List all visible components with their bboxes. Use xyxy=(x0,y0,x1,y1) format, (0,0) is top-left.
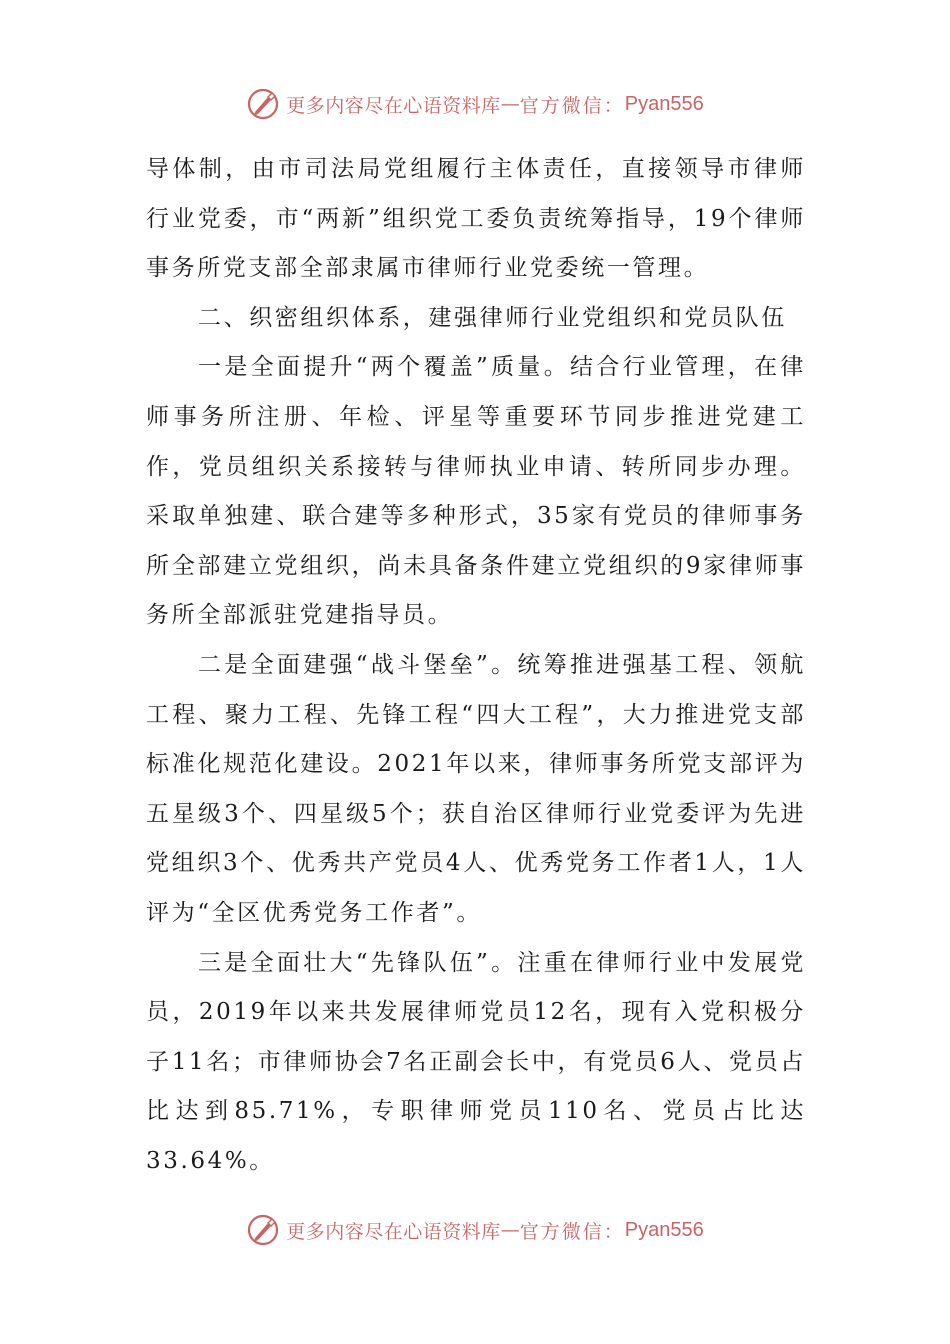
watermark-separator: — xyxy=(500,93,520,115)
pen-logo-icon xyxy=(246,87,280,121)
section-heading-2: 二、织密组织体系，建强律师行业党组织和党员队伍 xyxy=(198,304,787,331)
watermark-wechat-id: Pyan556 xyxy=(624,92,704,115)
watermark-brand: 更多内容尽在心语资料库 xyxy=(286,1220,501,1243)
paragraph-1: 导体制，由市司法局党组履行主体责任，直接领导市律师行业党委，市“两新”组织党工委负责统筹指导，19个律师事务所党支部全部隶属市律师行业党委统一管理。 xyxy=(146,156,806,282)
watermark-label: 官方微信： xyxy=(519,94,625,117)
watermark-brand: 更多内容尽在心语资料库 xyxy=(286,94,501,117)
paragraph-2: 一是全面提升“两个覆盖”质量。结合行业管理，在律师事务所注册、年检、评星等重要环节同步推进党建工作，党员组织关系接转与律师执业申请、转所同步办理。采取单独建、联合建等多种形式，35家有党员的律师事务所全部建立党组织，尚未具备条件建立党组织的9家律师事务所全部派驻党建指导员。 xyxy=(146,354,806,629)
watermark-separator: — xyxy=(500,1219,520,1241)
watermark-footer xyxy=(0,1210,950,1250)
pen-logo-icon xyxy=(246,1213,280,1247)
document-body xyxy=(146,145,806,1186)
watermark-label: 官方微信： xyxy=(519,1220,625,1243)
paragraph-3: 二是全面建强“战斗堡垒”。统筹推进强基工程、领航工程、聚力工程、先锋工程“四大工程”，大力推进党支部标准化规范化建设。2021年以来，律师事务所党支部评为五星级3个、四星级5个；获自治区律师行业党委评为先进党组织3个、优秀共产党员4人、优秀党务工作者1人，1人评为“全区优秀党务工作者”。 xyxy=(146,651,806,926)
paragraph-4: 三是全面壮大“先锋队伍”。注重在律师行业中发展党员，2019年以来共发展律师党员12名，现有入党积极分子11名；市律师协会7名正副会长中，有党员6人、党员占比达到85.71%，专职律师党员110名、党员占比达33.64%。 xyxy=(146,949,806,1174)
watermark-header xyxy=(0,84,950,124)
watermark-wechat-id: Pyan556 xyxy=(624,1218,704,1241)
